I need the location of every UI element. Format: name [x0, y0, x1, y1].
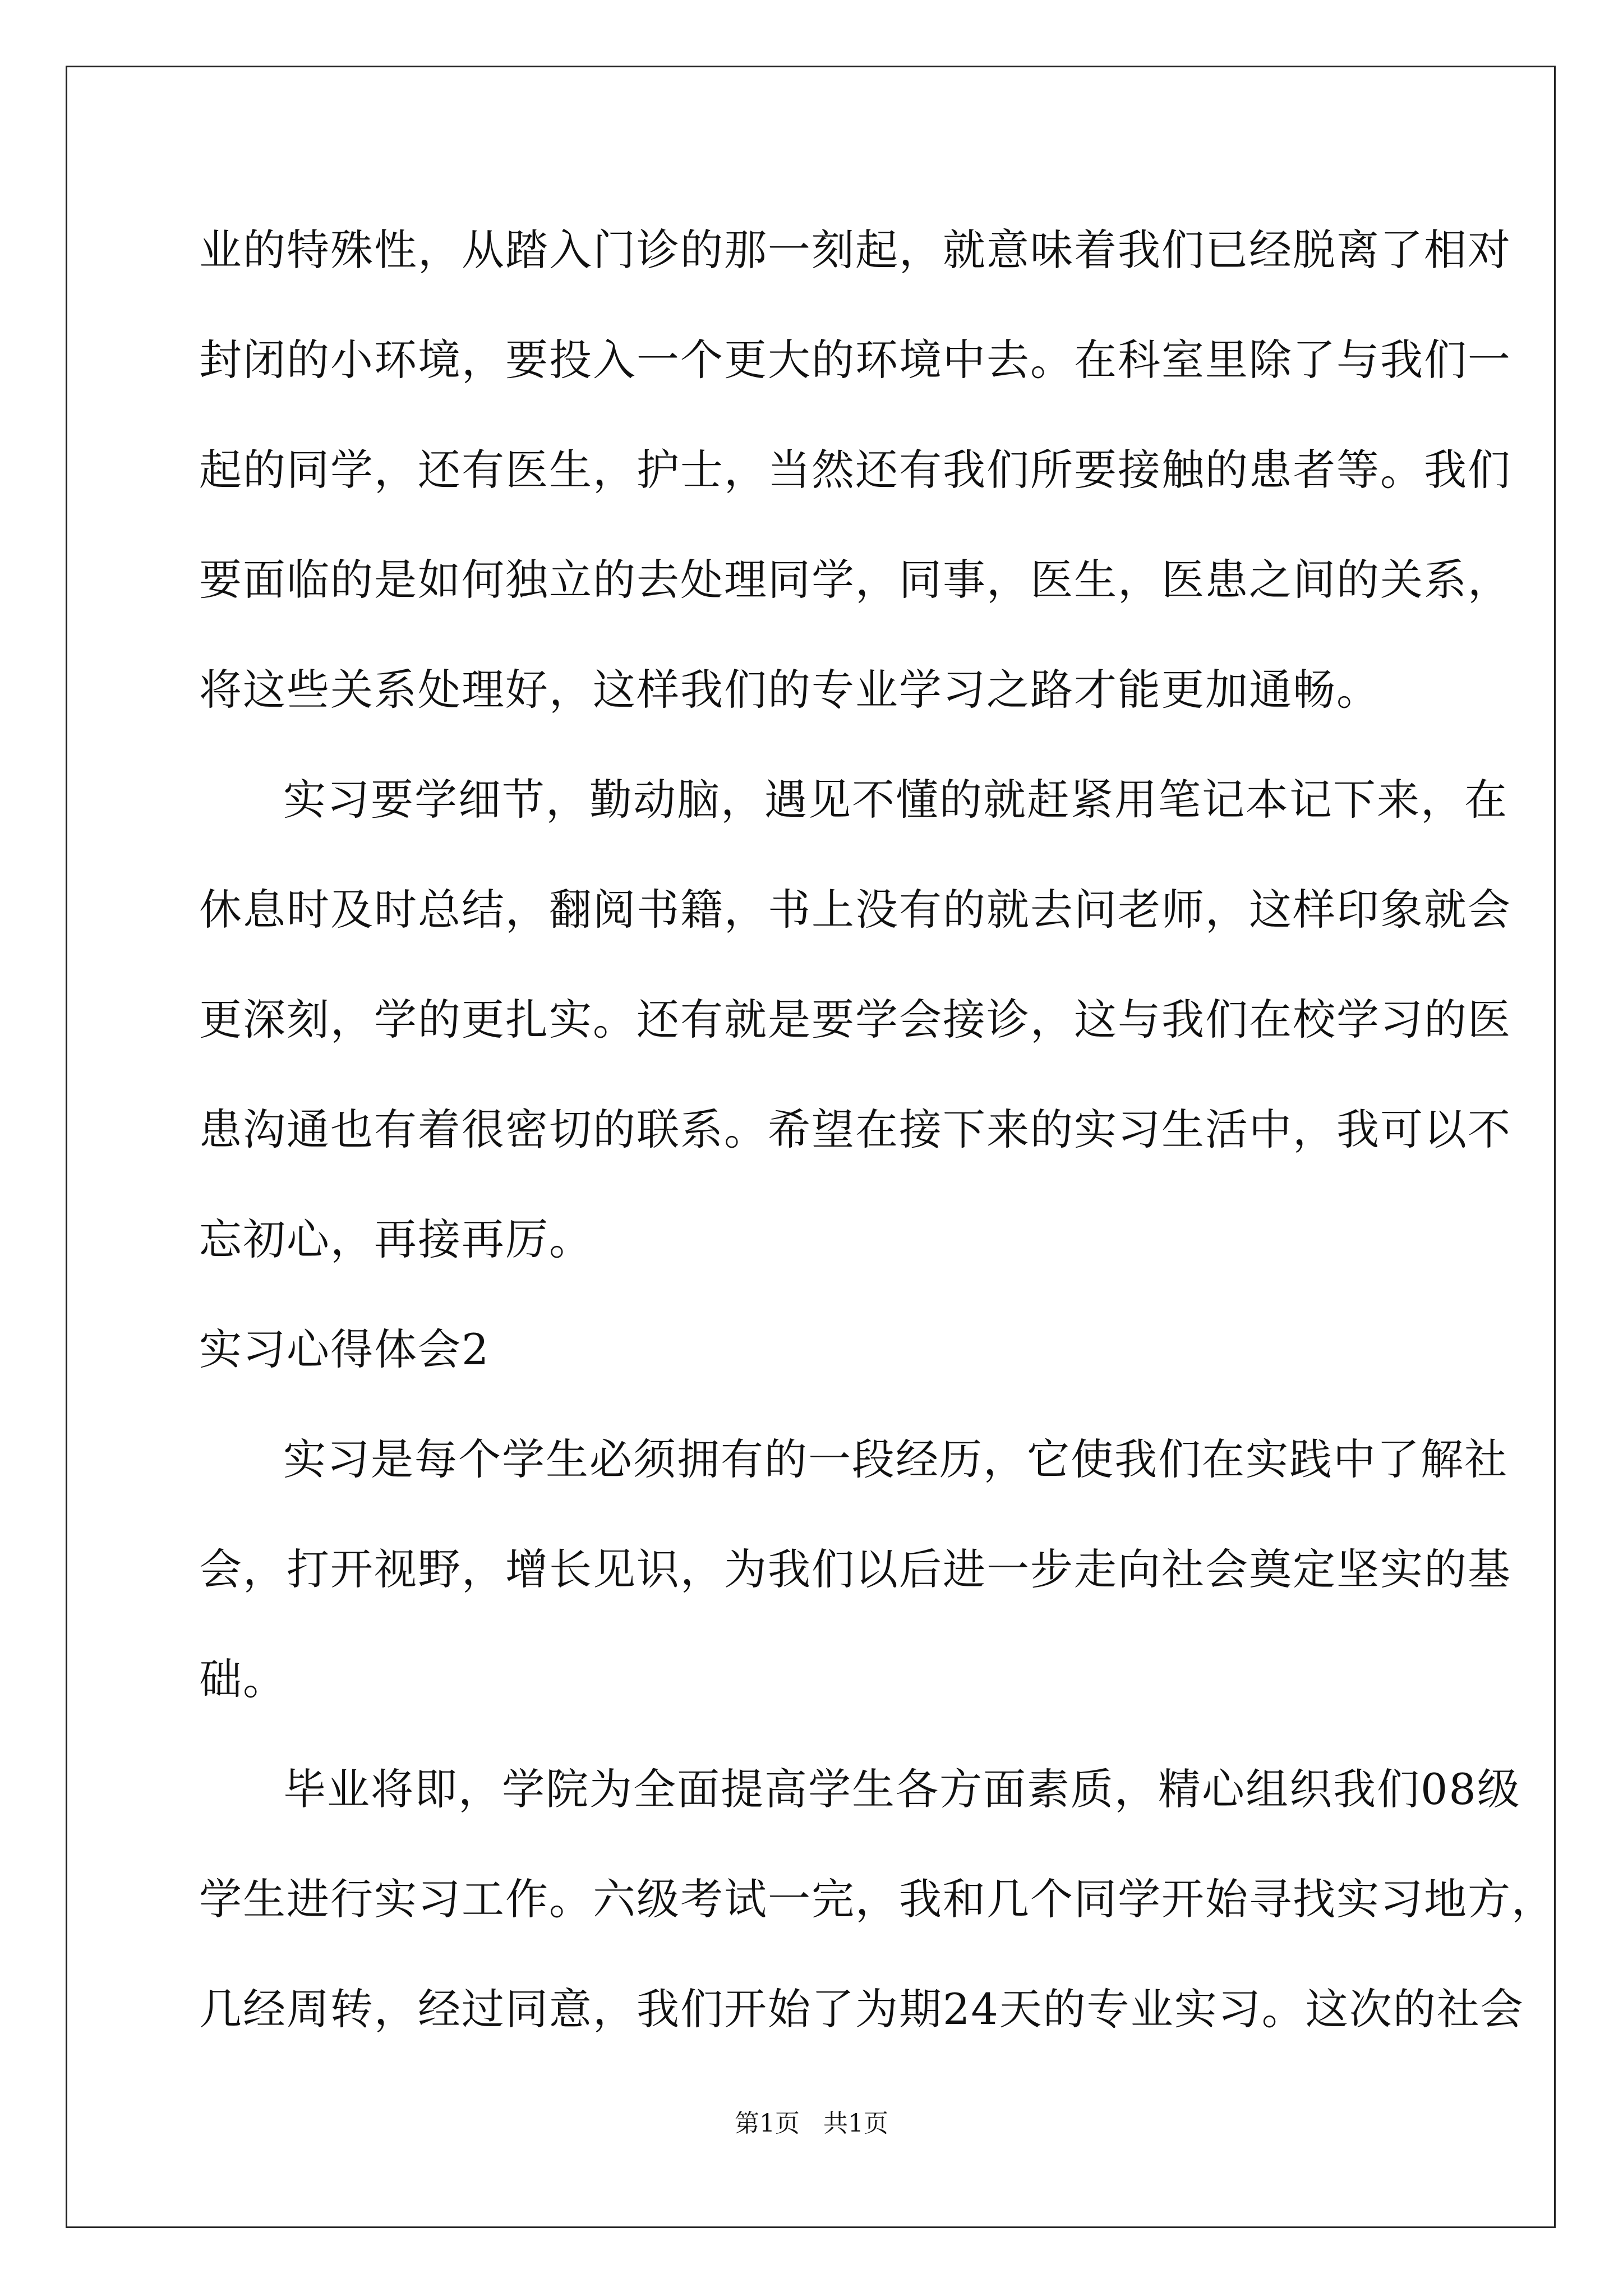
paragraph-line: 将这些关系处理好，这样我们的专业学习之路才能更加通畅。 — [199, 665, 1380, 715]
paragraph-line: 实习是每个学生必须拥有的一段经历，它使我们在实践中了解社 — [283, 1434, 1508, 1484]
paragraph-line: 础。 — [199, 1654, 287, 1704]
paragraph-line: 实习要学细节，勤动脑，遇见不懂的就赶紧用笔记本记下来，在 — [283, 775, 1508, 825]
page-footer: 第1页 共1页 — [735, 2109, 888, 2138]
paragraph-line: 要面临的是如何独立的去处理同学，同事，医生，医患之间的关系， — [199, 555, 1511, 605]
paragraph-line: 几经周转，经过同意，我们开始了为期24天的专业实习。这次的社会 — [199, 1984, 1524, 2034]
paragraph-line: 学生进行实习工作。六级考试一完，我和几个同学开始寻找实习地方， — [199, 1874, 1555, 1924]
paragraph-line: 起的同学，还有医生，护士，当然还有我们所要接触的患者等。我们 — [199, 445, 1511, 495]
section-heading: 实习心得体会2 — [199, 1324, 490, 1374]
paragraph-line: 忘初心，再接再厉。 — [199, 1214, 593, 1264]
paragraph-line: 封闭的小环境，要投入一个更大的环境中去。在科室里除了与我们一 — [199, 335, 1511, 385]
paragraph-line: 休息时及时总结，翻阅书籍，书上没有的就去问老师，这样印象就会 — [199, 885, 1511, 935]
paragraph-line: 会，打开视野，增长见识，为我们以后进一步走向社会奠定坚实的基 — [199, 1544, 1511, 1594]
paragraph-line: 更深刻，学的更扎实。还有就是要学会接诊，这与我们在校学习的医 — [199, 995, 1511, 1045]
paragraph-line: 毕业将即，学院为全面提高学生各方面素质，精心组织我们08级 — [283, 1764, 1521, 1814]
paragraph-line: 业的特殊性，从踏入门诊的那一刻起，就意味着我们已经脱离了相对 — [199, 225, 1511, 275]
paragraph-line: 患沟通也有着很密切的联系。希望在接下来的实习生活中，我可以不 — [199, 1105, 1511, 1154]
